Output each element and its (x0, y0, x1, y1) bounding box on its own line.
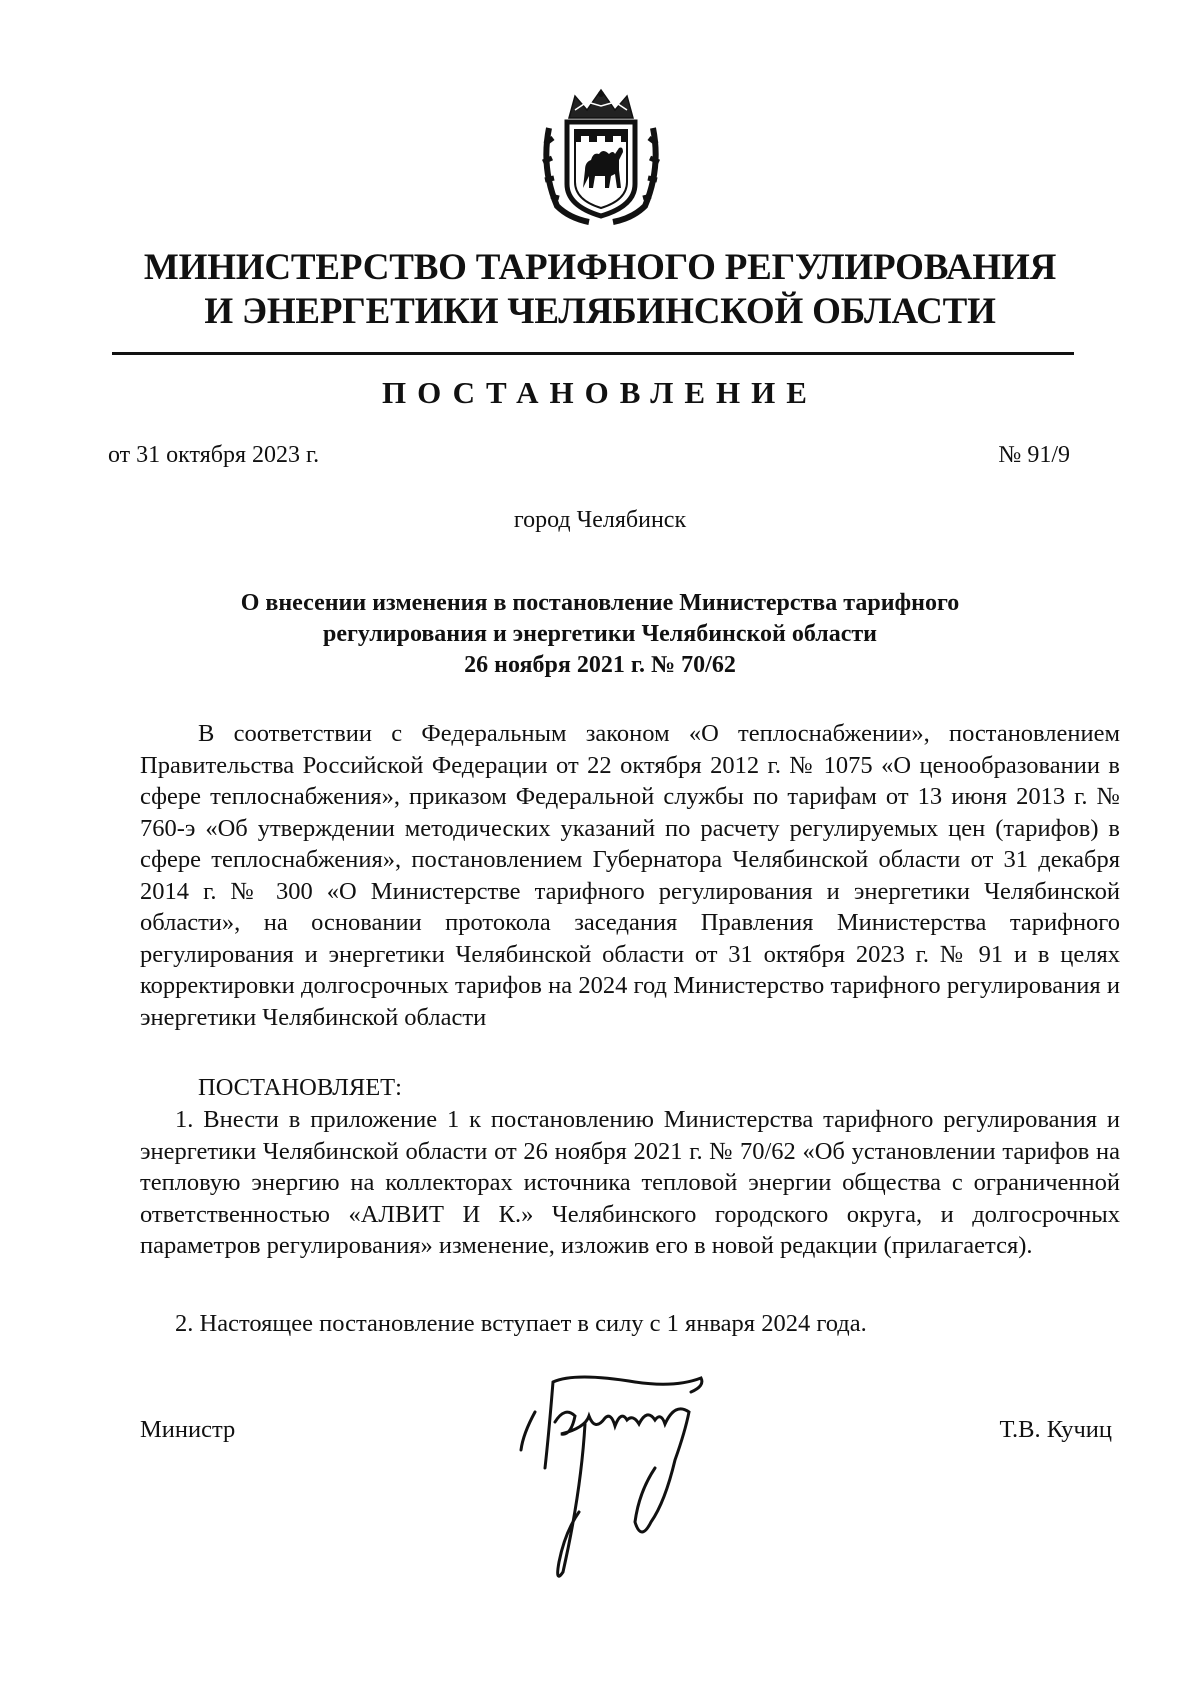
ministry-name-line-2: И ЭНЕРГЕТИКИ ЧЕЛЯБИНСКОЙ ОБЛАСТИ (204, 291, 996, 332)
resolves-heading: ПОСТАНОВЛЯЕТ: (198, 1074, 402, 1101)
document-title-line-3: 26 ноября 2021 г. № 70/62 (464, 652, 736, 678)
header-divider (112, 352, 1074, 355)
document-title-line-2: регулирования и энергетики Челябинской области (323, 621, 877, 647)
document-number: № 91/9 (998, 442, 1070, 468)
handwritten-signature-icon (515, 1372, 755, 1584)
signer-title: Министр (140, 1416, 236, 1443)
resolution-item-1: 1. Внести в приложение 1 к постановлению Министерства тарифного регулирования и энергетики Челябинской области от 26 ноября 2021 г. № 70/62 «Об установлении тарифов на тепловую энергию на коллекторах источника тепловой энергии общества с ограниченной ответственностью «АЛВИТ И К.» Челябинского городского округа, и долгосрочных параметров регулирования» изменение, изложив его в новой редакции (прилагается). (140, 1106, 1120, 1259)
document-title-line-1: О внесении изменения в постановление Министерства тарифного (240, 590, 960, 616)
preamble-paragraph: В соответствии с Федеральным законом «О теплоснабжении», постановлением Правительства Российской Федерации от 22 октября 2012 г. № 1075 «О ценообразовании в сфере теплоснабжения», приказом Федеральной службы по тарифам от 13 июня 2013 г. № 760-э «Об утверждении методических указаний по расчету регулируемых цен (тарифов) в сфере теплоснабжения», постановлением Губернатора Челябинской области от 31 декабря 2014 г. № 300 «О Министерстве тарифного регулирования и энергетики Челябинской области», на основании протокола заседания Правления Министерства тарифного регулирования и энергетики Челябинской области от 31 октября 2023 г. № 91 и в целях корректировки долгосрочных тарифов на 2024 год Министерство тарифного регулирования и энергетики Челябинской области (140, 720, 1120, 1031)
document-type: ПОСТАНОВЛЕНИЕ (382, 375, 818, 410)
resolution-item-2: 2. Настоящее постановление вступает в силу с 1 января 2024 года. (175, 1310, 867, 1337)
document-title (150, 588, 1050, 681)
signer-name: Т.В. Кучиц (999, 1416, 1112, 1443)
ministry-name-line-1: МИНИСТЕРСТВО ТАРИФНОГО РЕГУЛИРОВАНИЯ (143, 247, 1057, 288)
chelyabinsk-region-coat-of-arms-icon (539, 88, 663, 226)
document-date: от 31 октября 2023 г. (108, 442, 320, 468)
document-city: город Челябинск (513, 507, 687, 533)
